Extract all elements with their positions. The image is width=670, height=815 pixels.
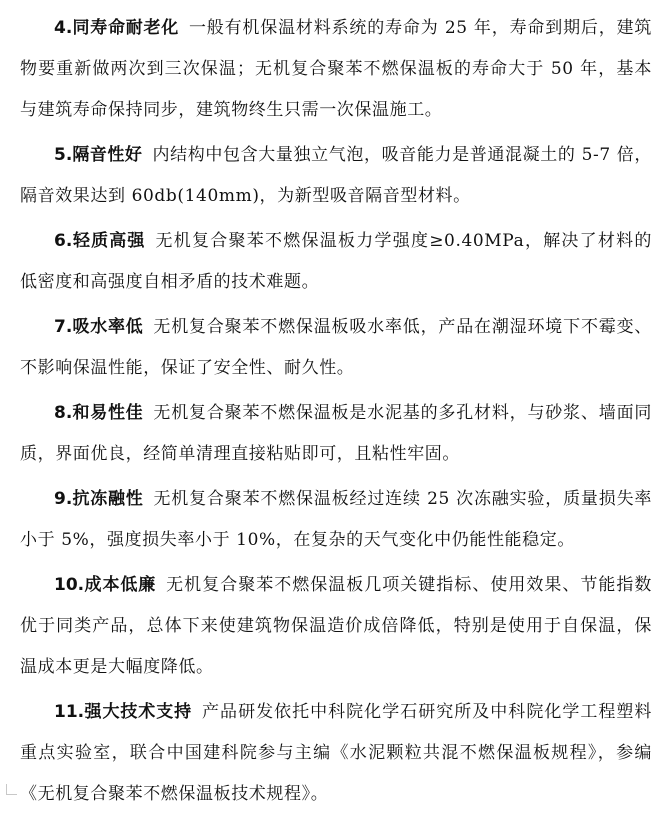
item-number: 4. — [54, 18, 73, 38]
paragraph-item-10 — [20, 565, 652, 688]
item-number: 11. — [54, 702, 85, 722]
paragraph-item-11 — [20, 692, 652, 815]
item-text: 内结构中包含大量独立气泡，吸音能力是普通混凝土的 5-7 倍，隔音效果达到 60db(140mm)，为新型吸音隔音型材料。 — [20, 145, 652, 206]
item-title: 吸水率低 — [72, 317, 144, 337]
paragraph-item-4 — [20, 8, 652, 131]
item-number: 5. — [54, 145, 73, 165]
item-text: 无机复合聚苯不燃保温板吸水率低，产品在潮湿环境下不霉变、不影响保温性能，保证了安全性、耐久性。 — [20, 317, 652, 378]
item-number: 6. — [54, 231, 73, 251]
paragraph-item-8 — [20, 393, 652, 475]
item-title: 和易性佳 — [72, 403, 144, 423]
item-text: 一般有机保温材料系统的寿命为 25 年，寿命到期后，建筑物要重新做两次到三次保温；无机复合聚苯不燃保温板的寿命大于 50 年，基本与建筑寿命保持同步，建筑物终生只需一次保温施工。 — [20, 18, 652, 120]
paragraph-item-7 — [20, 307, 652, 389]
paragraph-item-6 — [20, 221, 652, 303]
item-text: 产品研发依托中科院化学石研究所及中科院化学工程塑料重点实验室，联合中国建科院参与主编《水泥颗粒共混不燃保温板规程》，参编《无机复合聚苯不燃保温板技术规程》。 — [20, 702, 653, 804]
item-number: 8. — [54, 403, 73, 423]
item-number: 10. — [54, 575, 85, 595]
item-title: 隔音性好 — [72, 145, 143, 165]
item-title: 轻质高强 — [72, 231, 146, 251]
paragraph-item-5 — [20, 135, 652, 217]
item-number: 7. — [54, 317, 73, 337]
page-corner-mark — [6, 784, 17, 795]
item-title: 成本低廉 — [84, 575, 157, 595]
item-number: 9. — [54, 489, 73, 509]
item-title: 抗冻融性 — [72, 489, 144, 509]
item-text: 无机复合聚苯不燃保温板几项关键指标、使用效果、节能指数优于同类产品，总体下来使建筑物保温造价成倍降低，特别是使用于自保温，保温成本更是大幅度降低。 — [20, 575, 652, 677]
item-text: 无机复合聚苯不燃保温板力学强度≥0.40MPa，解决了材料的低密度和高强度自相矛盾的技术难题。 — [20, 231, 653, 292]
paragraph-item-9 — [20, 479, 652, 561]
item-text: 无机复合聚苯不燃保温板是水泥基的多孔材料，与砂浆、墙面同质，界面优良，经简单清理直接粘贴即可，且粘性牢固。 — [20, 403, 652, 464]
item-text: 无机复合聚苯不燃保温板经过连续 25 次冻融实验，质量损失率小于 5%，强度损失率小于 10%，在复杂的天气变化中仍能性能稳定。 — [20, 489, 652, 550]
item-title: 强大技术支持 — [84, 702, 193, 722]
item-title: 同寿命耐老化 — [72, 18, 179, 38]
